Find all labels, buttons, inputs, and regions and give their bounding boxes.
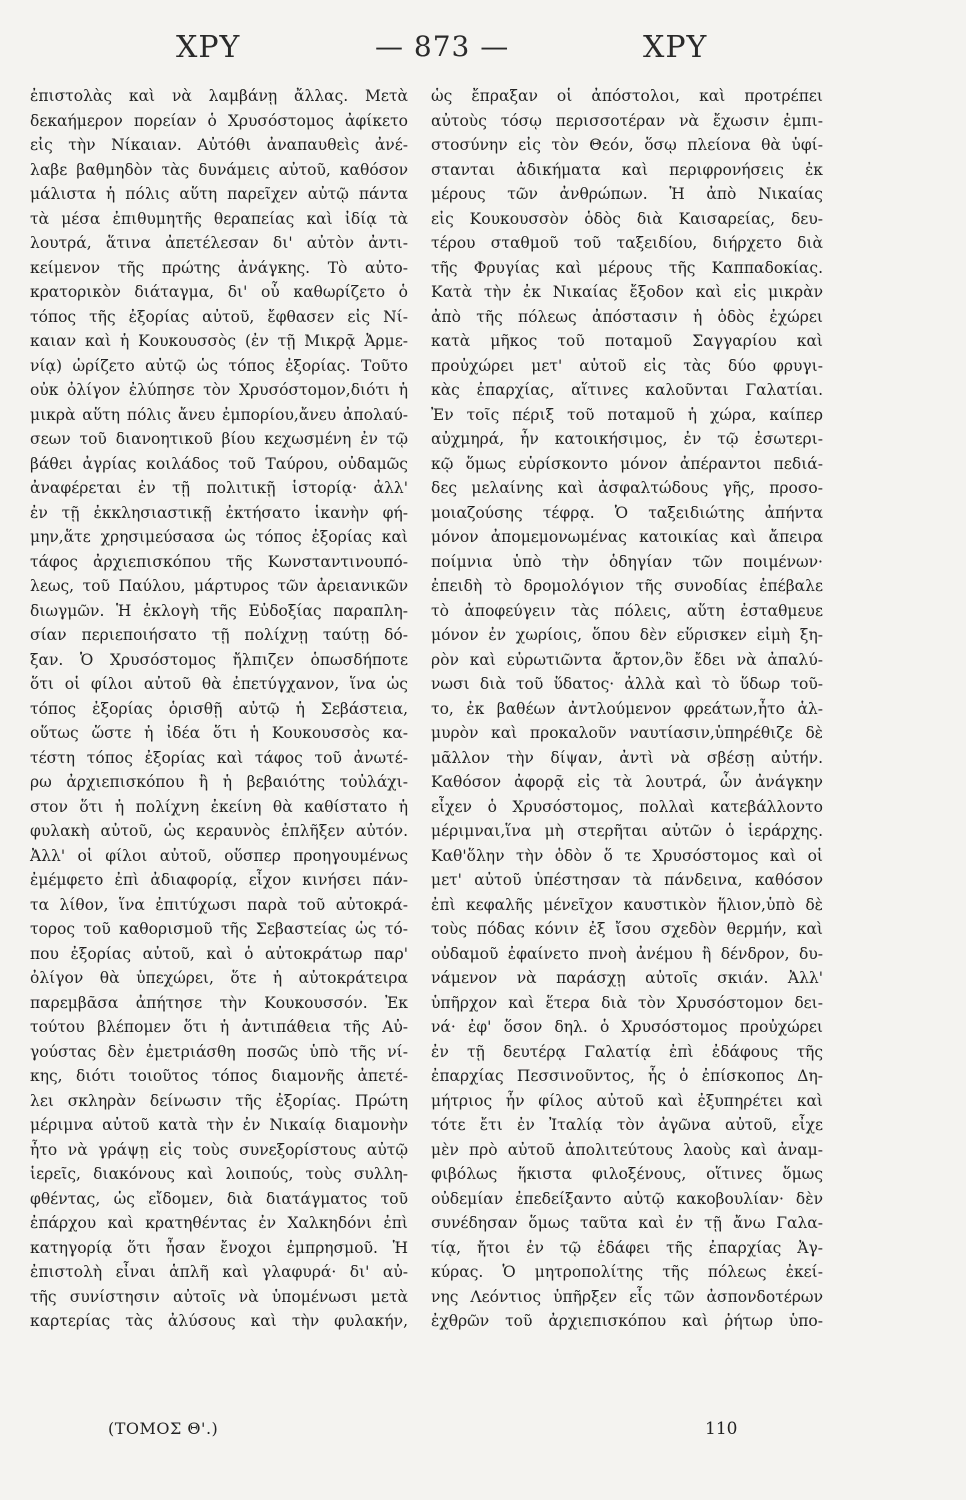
text-line: τῆς Φρυγίας καὶ μέρους τῆς Καππαδοκίας.: [431, 258, 823, 277]
text-line: τούτου βλέπομεν ὅτι ἡ ἀντιπάθεια τῆς Αὐ-: [30, 1018, 408, 1036]
text-line: ἦτο νὰ γράψῃ εἰς τοὺς συνεξορίστους αὐτῷ: [30, 1140, 408, 1159]
text-line: λαβε βαθμηδὸν τὰς δυνάμεις αὐτοῦ, καθόσον: [30, 160, 408, 179]
text-line: καιαν καὶ ἡ Κουκουσσὸς (ἐν τῇ Μικρᾷ Ἀρμε-: [30, 332, 408, 350]
text-line: ἐπαρχίας Πεσσινοῦντος, ἧς ὁ ἐπίσκοπος Δη-: [431, 1067, 823, 1085]
text-line: τάφος ἀρχιεπισκόπου τῆς Κωνσταντινουπό-: [30, 552, 408, 571]
text-line: που ἐξορίας αὐτοῦ, καὶ ὁ αὐτοκράτωρ παρ': [30, 944, 408, 963]
text-line: ξαν. Ὁ Χρυσόστομος ἤλπιζεν ὁπωσδήποτε: [30, 650, 408, 669]
signature-number: 110: [705, 1419, 738, 1439]
text-line: ἐχθρῶν τοῦ ἀρχιεπισκόπου καὶ ῥήτωρ ὑπο-: [431, 1312, 823, 1330]
text-line: Ἐν τοῖς πέριξ τοῦ ποταμοῦ ἡ χώρα, καίπερ: [431, 405, 823, 424]
text-line: κρατορικὸν διάταγμα, δι' οὗ καθωρίζετο ὁ: [30, 283, 408, 301]
running-head-left: ΧΡΥ: [176, 30, 241, 65]
text-line: ἐπιστολὴ εἶναι ἁπλῆ καὶ γλαφυρά· δι' αὐ-: [30, 1263, 408, 1281]
text-line: στανται ἀδικήματα καὶ περιφρονήσεις ἐκ: [431, 160, 823, 179]
text-line: κύρας. Ὁ μητροπολίτης τῆς πόλεως ἐκεί-: [431, 1263, 823, 1281]
text-line: μην,ἅτε χρησιμεύσασα ὡς τόπος ἐξορίας καὶ: [30, 528, 408, 546]
text-line: δεκαήμερον πορείαν ὁ Χρυσόστομος ἀφίκετο: [30, 111, 408, 130]
column-gutter: [419, 84, 420, 1414]
text-line: μέριμναι,ἵνα μὴ στερῆται αὐτῶν ὁ ἱεράρχης.: [431, 822, 823, 840]
text-line: ὡς ἔπραξαν οἱ ἀπόστολοι, καὶ προτρέπει: [431, 87, 823, 105]
text-line: στοσύνην εἰς τὸν Θεόν, ὅσῳ πλείονα θὰ ὑφί-: [431, 136, 823, 154]
text-line: ρω ἀρχιεπισκόπου ἢ ἡ βεβαιότης τοὐλάχι-: [30, 773, 408, 791]
text-column-left: [30, 84, 408, 1334]
text-line: ὑπῆρχον καὶ ἕτερα διὰ τὸν Χρυσόστομον δει-: [431, 993, 823, 1012]
text-line: ποίμνια ὑπὸ τὴν ὁδηγίαν τῶν ποιμένων·: [431, 552, 823, 571]
text-line: προὐχώρει μετ' αὐτοῦ εἰς τὰς δύο φρυγι-: [431, 356, 823, 375]
text-line: τῆς συνίστησιν αὐτοῖς νὰ ὑπομένωσι μετὰ: [30, 1287, 408, 1306]
text-line: συνέδησαν ὅμως ταῦτα καὶ ἐν τῇ ἄνω Γαλα-: [431, 1214, 823, 1232]
text-line: ἐπειδὴ τὸ δρομολόγιον τῆς συνοδίας ἐπέβαλε: [431, 577, 823, 595]
text-line: κατηγορίᾳ ὅτι ἦσαν ἔνοχοι ἐμπρησμοῦ. Ἡ: [30, 1238, 408, 1257]
text-line: δες μελαίνης καὶ ἀσφαλτώδους γῆς, προσο-: [431, 479, 823, 497]
text-line: λει σκληρὰν δείνωσιν τῆς ἐξορίας. Πρώτη: [30, 1091, 408, 1110]
text-line: ἐν τῇ ἐκκλησιαστικῇ ἐκτήσατο ἱκανὴν φή-: [30, 503, 408, 522]
text-line: ἐμέμφετο ἐπὶ ἀδιαφορίᾳ, εἶχον κινήσει πάν-: [30, 871, 408, 889]
text-line: εἶχεν ὁ Χρυσόστομος, πολλαὶ κατεβάλλοντο: [431, 797, 823, 816]
text-line: τόπος ἐξορίας ὁρισθῇ αὐτῷ ἡ Σεβάστεια,: [30, 699, 408, 718]
text-line: κείμενον τῆς πρώτης ἀνάγκης. Τὸ αὐτο-: [30, 258, 408, 277]
text-line: αὐτοὺς τόσῳ περισσοτέραν νὰ ἔχωσιν ἐμπι-: [431, 111, 823, 130]
text-line: φυλακὴ αὐτοῦ, ὡς κεραυνὸς ἐπλῆξεν αὐτόν.: [30, 822, 408, 840]
text-line: τὰ μέσα ἐπιθυμητῆς θεραπείας καὶ ἰδίᾳ τὰ: [30, 209, 408, 228]
text-line: μόνον ἐν χωρίοις, ὅπου δὲν εὕρισκεν εἰμὴ ξη-: [431, 626, 823, 644]
text-column-right: [431, 84, 823, 1334]
text-line: τα λίθον, ἵνα ἐπιτύχωσι παρὰ τοῦ αὐτοκρά-: [30, 895, 408, 914]
text-line: νωσι διὰ τοῦ ὕδατος· ἀλλὰ καὶ τὸ ὕδωρ τοῦ-: [431, 675, 823, 693]
text-line: νίᾳ) ὡρίζετο αὐτῷ ὡς τόπος ἐξορίας. Τοῦτο: [30, 356, 408, 375]
text-line: Καθόσον ἀφορᾷ εἰς τὰ λουτρά, ὧν ἀνάγκην: [431, 773, 823, 791]
text-line: βάθει ἀγρίας κοιλάδος τοῦ Ταύρου, οὐδαμῶς: [30, 454, 408, 473]
text-line: ἐπὶ κεφαλῆς μένεῖχον καυστικὸν ἥλιον,ὑπὸ δὲ: [431, 895, 823, 914]
text-line: γούστας δὲν ἐμετριάσθη ποσῶς ὑπὸ τῆς νί-: [30, 1042, 408, 1061]
text-line: μήτριος ἦν φίλος αὐτοῦ καὶ ἐξυπηρέτει καὶ: [431, 1091, 823, 1110]
text-line: Κατὰ τὴν ἐκ Νικαίας ἔξοδον καὶ εἰς μικρὰν: [431, 283, 823, 301]
text-line: τέρου σταθμοῦ τοῦ ταξειδίου, διήρχετο διὰ: [431, 234, 823, 252]
text-line: ἀπὸ τῆς πόλεως ἀπόστασιν ἡ ὁδὸς ἐχώρει: [431, 307, 823, 326]
text-line: οὐδεμίαν ἐπεδείξαντο αὐτῷ κακοβουλίαν· δὲν: [431, 1189, 823, 1208]
text-line: μέριμνα αὐτοῦ κατὰ τὴν ἐν Νικαίᾳ διαμονὴν: [30, 1116, 408, 1134]
text-line: κὰς ἐπαρχίας, αἵτινες καλοῦνται Γαλατίαι.: [431, 381, 823, 399]
text-line: μετ' αὐτοῦ ὑπέστησαν τὰ πάνδεινα, καθόσον: [431, 871, 823, 889]
text-line: αὐχμηρά, ἦν κατοικήσιμος, ἐν τῷ ἐσωτερι-: [431, 430, 823, 448]
text-line: κης, διότι τοιοῦτος τόπος διαμονῆς ἀπετέ-: [30, 1067, 408, 1085]
text-line: φιβόλως ἥκιστα φιλοξένους, οἵτινες ὅμως: [431, 1165, 823, 1183]
text-line: νά· ἐφ' ὅσον δηλ. ὁ Χρυσόστομος προὐχώρει: [431, 1018, 823, 1036]
text-line: το, ἐκ βαθέων ἀντλούμενον φρεάτων,ἦτο ἁλ-: [431, 699, 823, 718]
text-line: οὕτως ὥστε ἡ ἰδέα ὅτι ἡ Κουκουσσὸς κα-: [30, 724, 408, 742]
volume-label: (ΤΟΜΟΣ Θ'.): [108, 1419, 219, 1438]
text-line: ὀλίγον θὰ ὑπεχώρει, ὅτε ἡ αὐτοκράτειρα: [30, 969, 408, 987]
text-line: μόνον ἀπομεμονωμένας κατοικίας καὶ ἄπειρα: [431, 528, 823, 546]
text-line: σεων τοῦ διανοητικοῦ βίου κεχωσμένη ἐν τῷ: [30, 430, 408, 448]
text-line: ἐπάρχου καὶ κρατηθέντας ἐν Χαλκηδόνι ἐπὶ: [30, 1214, 408, 1232]
text-line: στον ὅτι ἡ πολίχνη ἐκείνη θὰ καθίστατο ἡ: [30, 797, 408, 816]
text-line: ἐπιστολὰς καὶ νὰ λαμβάνῃ ἄλλας. Μετὰ: [30, 87, 408, 105]
text-line: μοιαζούσης τέφρᾳ. Ὁ ταξειδιώτης ἀπήντα: [431, 503, 823, 522]
text-line: εἰς Κουκουσσὸν ὁδὸς διὰ Καισαρείας, δευ-: [431, 209, 823, 228]
text-line: σίαν περιεποιήσατο τῇ πολίχνῃ ταύτῃ δό-: [30, 626, 408, 644]
text-line: τορος τοῦ καθορισμοῦ τῆς Σεβαστείας ὡς τό-: [30, 920, 408, 938]
running-head-right: ΧΡΥ: [643, 30, 708, 65]
text-line: καρτερίας τὰς ἀλύσους καὶ τὴν φυλακήν,: [30, 1312, 408, 1330]
text-line: ἱερεῖς, διακόνους καὶ λοιπούς, τοὺς συλλη-: [30, 1165, 408, 1183]
text-line: τοὺς πόδας κόνιν ἐξ ἴσου σχεδὸν θερμήν, καὶ: [431, 920, 823, 938]
text-line: εἰς τὴν Νίκαιαν. Αὐτόθι ἀναπαυθεὶς ἀνέ-: [30, 136, 408, 154]
text-line: μυρὸν καὶ προκαλοῦν ναυτίασιν,ὑπηρέθιζε δὲ: [431, 724, 823, 742]
text-line: τέστη τόπος ἐξορίας καὶ τάφος τοῦ ἀνωτέ-: [30, 748, 408, 767]
text-line: διωγμῶν. Ἡ ἐκλογὴ τῆς Εὐδοξίας παραπλη-: [30, 601, 408, 620]
text-line: ἀναφέρεται ἐν τῇ πολιτικῇ ἱστορίᾳ· ἀλλ': [30, 479, 408, 497]
text-line: παρεμβᾶσα ἀπήτησε τὴν Κουκουσσόν. Ἐκ: [30, 993, 408, 1012]
text-line: νης Λεόντιος ὑπῆρξεν εἷς τῶν ἀσπονδοτέρων: [431, 1287, 823, 1306]
text-line: οὐδαμοῦ ἐφαίνετο πνοὴ ἀνέμου ἢ δένδρον, δυ-: [431, 944, 823, 963]
text-line: Ἀλλ' οἱ φίλοι αὐτοῦ, οὕσπερ προηγουμένως: [30, 846, 408, 865]
text-line: μικρὰ αὕτη πόλις ἄνευ ἐμπορίου,ἄνευ ἀπολαύ-: [30, 405, 408, 424]
text-line: Καθ'ὅλην τὴν ὁδὸν ὅ τε Χρυσόστομος καὶ οἱ: [431, 846, 823, 865]
text-line: ὅτι οἱ φίλοι αὐτοῦ θὰ ἐπετύγχανον, ἵνα ὡς: [30, 675, 408, 693]
text-line: μάλιστα ἡ πόλις αὕτη παρεῖχεν αὐτῷ πάντα: [30, 185, 408, 203]
text-line: τότε ἔτι ἐν Ἰταλίᾳ τὸν ἀγῶνα αὐτοῦ, εἶχε: [431, 1116, 823, 1134]
text-line: λουτρά, ἅτινα ἀπετέλεσαν δι' αὐτὸν ἀντι-: [30, 234, 408, 252]
text-line: φθέντας, ὡς εἴδομεν, διὰ διατάγματος τοῦ: [30, 1189, 408, 1208]
text-line: κῷ ὅμως εὑρίσκοντο μόνον ἀπέραντοι πεδιά-: [431, 454, 823, 473]
text-line: τὸ ἀποφεύγειν τὰς πόλεις, αὕτη ἐσταθμευε: [431, 601, 823, 620]
page-number: — 873 —: [375, 30, 510, 63]
text-line: ἐν τῇ δευτέρᾳ Γαλατίᾳ ἐπὶ ἐδάφους τῆς: [431, 1042, 823, 1061]
text-line: μᾶλλον τὴν δίψαν, ἀντὶ νὰ σβέσῃ αὐτήν.: [431, 748, 823, 767]
text-line: μὲν πρὸ αὐτοῦ ἀπολιτεύτους λαοὺς καὶ ἀναμ-: [431, 1140, 823, 1159]
text-line: οὐκ ὀλίγον ἐλύπησε τὸν Χρυσόστομον,διότι ἡ: [30, 381, 408, 399]
text-line: τίᾳ, ἤτοι ἐν τῷ ἐδάφει τῆς ἐπαρχίας Ἀγ-: [431, 1238, 823, 1257]
text-line: τόπος τῆς ἐξορίας αὐτοῦ, ἔφθασεν εἰς Νί-: [30, 307, 408, 326]
text-line: μέρους τῶν ἀνθρώπων. Ἡ ἀπὸ Νικαίας: [431, 185, 823, 203]
text-line: κατὰ μῆκος τοῦ ποταμοῦ Σαγγαρίου καὶ: [431, 332, 823, 350]
text-line: λεως, τοῦ Παύλου, μάρτυρος τῶν ἀρειανικῶν: [30, 577, 408, 595]
text-line: νάμενον νὰ παράσχῃ αὐτοῖς σκιάν. Ἀλλ': [431, 969, 823, 987]
text-line: ρὸν καὶ εὐρωτιῶντα ἄρτον,ὃν ἔδει νὰ ἀπαλύ-: [431, 650, 823, 669]
